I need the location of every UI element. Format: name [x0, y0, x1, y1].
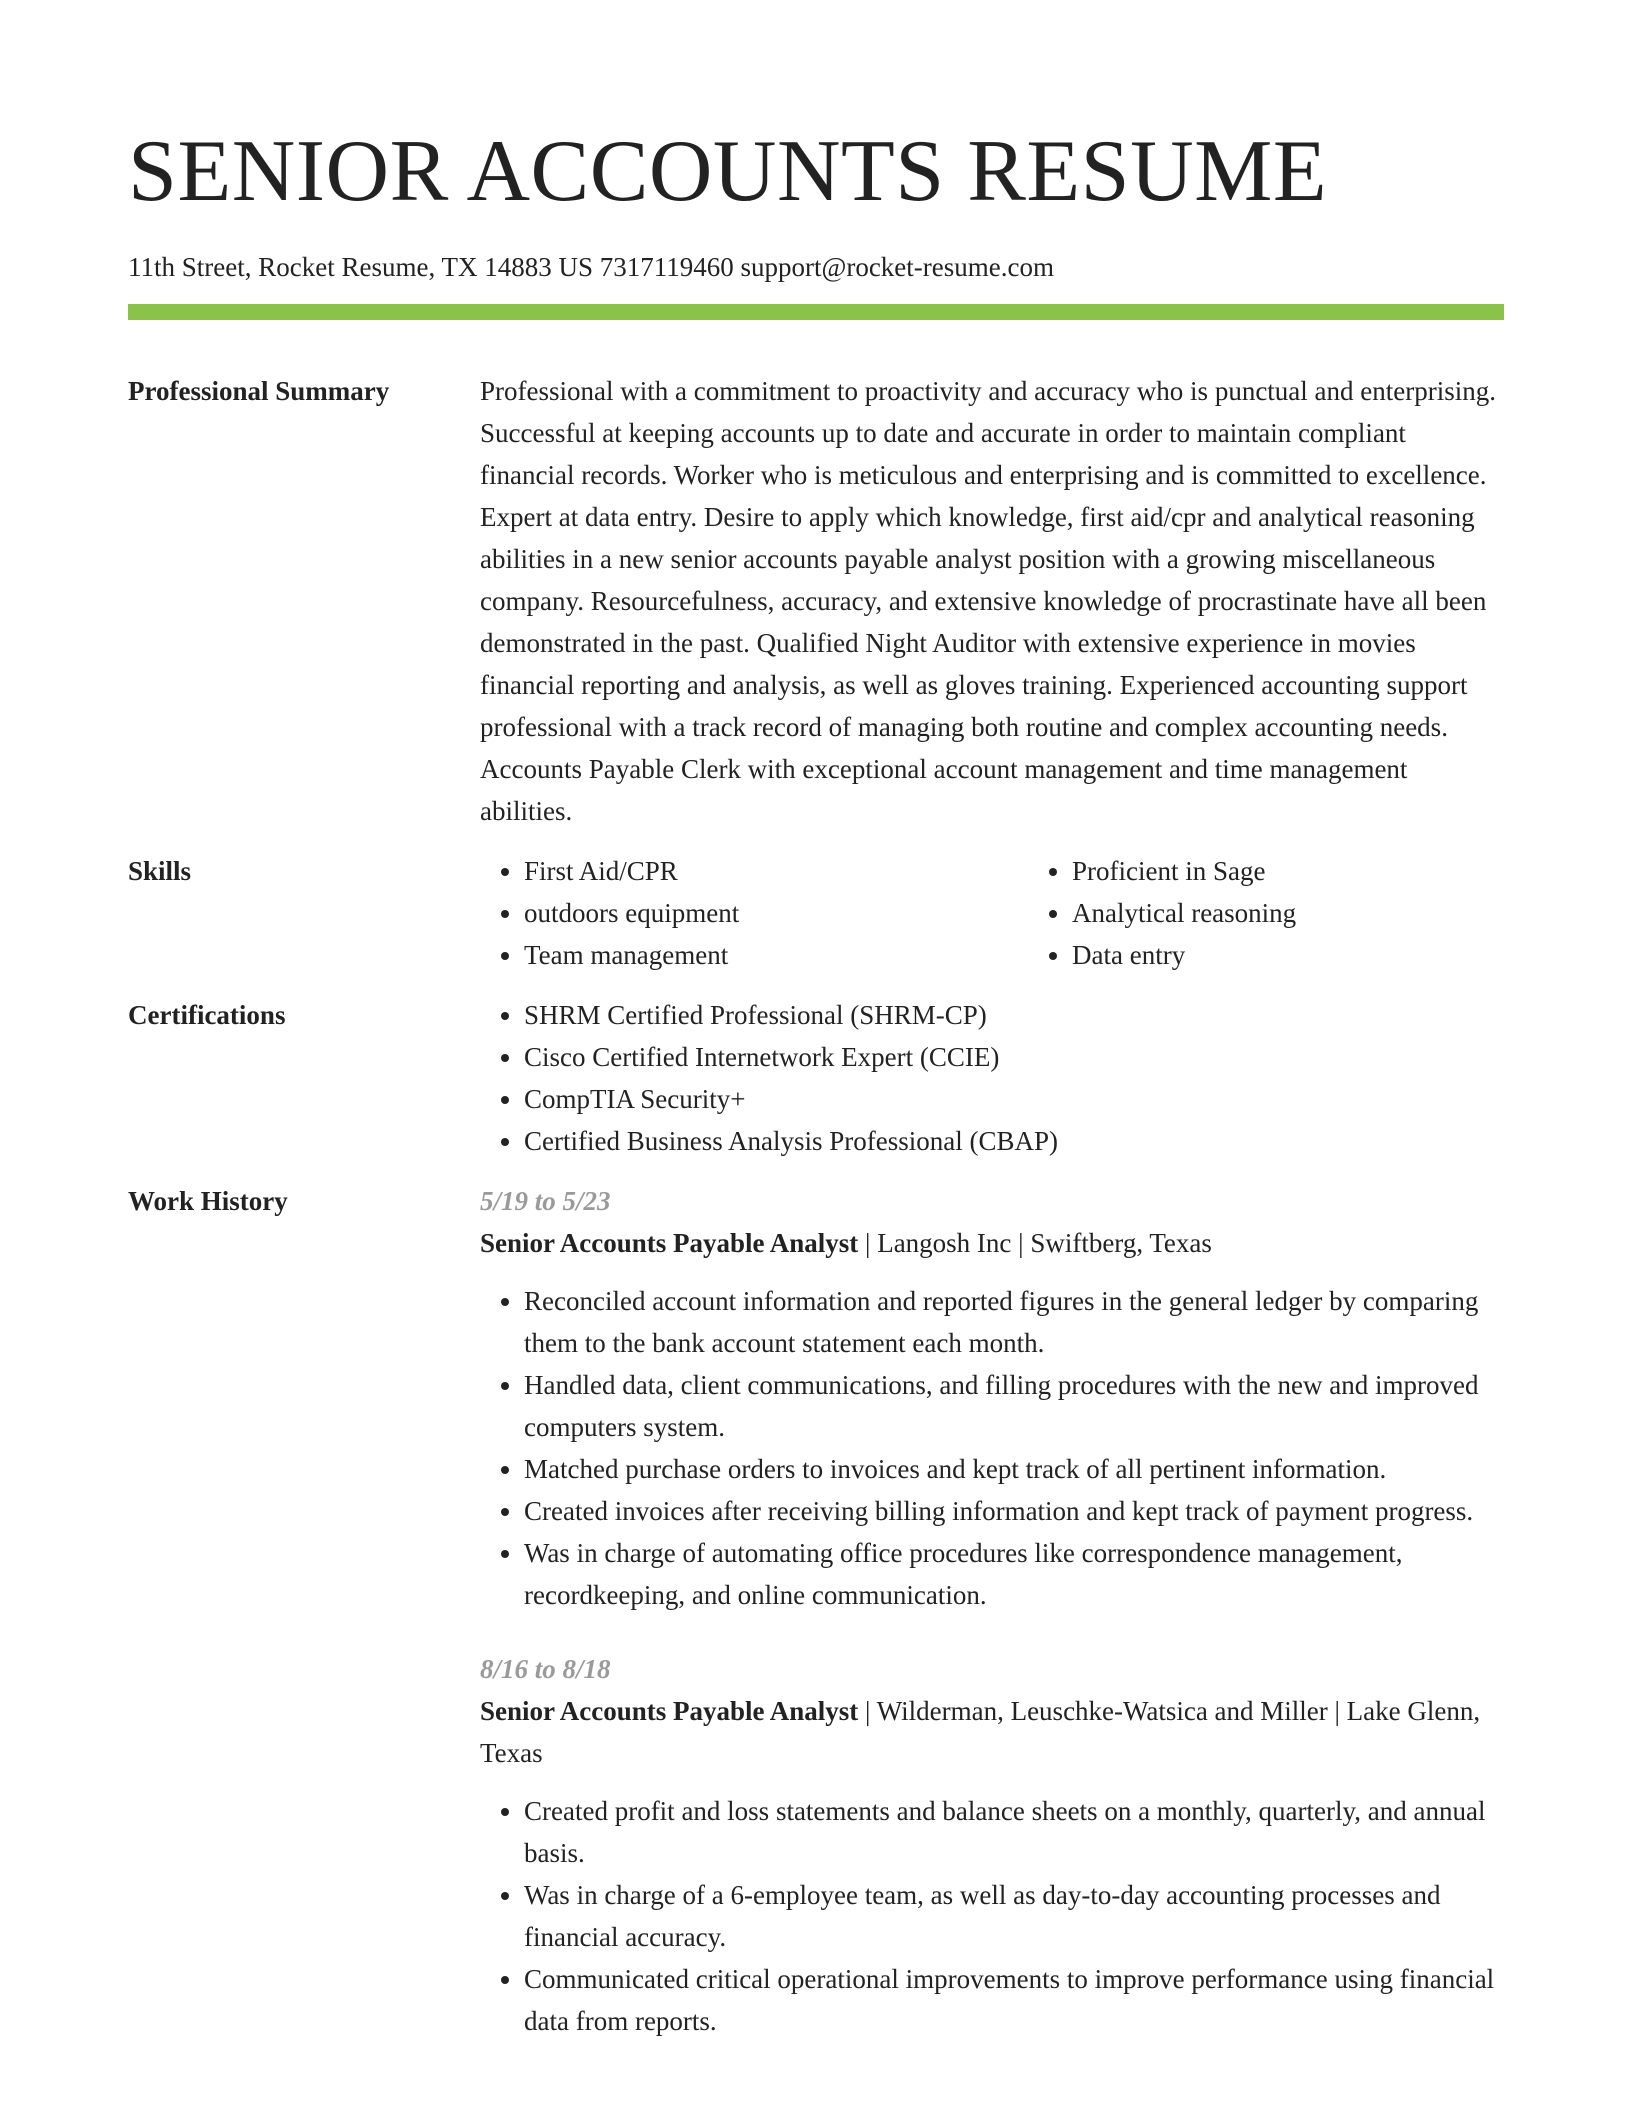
contact-line: 11th Street, Rocket Resume, TX 14883 US 7317119460 support@rocket-resume.com [128, 252, 1054, 282]
section-body-work-history [480, 1180, 1504, 2042]
job-entry [480, 1180, 1504, 1616]
section-skills [128, 850, 1504, 976]
section-label-work-history: Work History [128, 1186, 288, 1216]
job-title: Senior Accounts Payable Analyst [480, 1228, 859, 1258]
section-label-certifications: Certifications [128, 1000, 286, 1030]
skill-item: • Team management [524, 934, 1028, 976]
skill-item: • outdoors equipment [524, 892, 1028, 934]
section-label-skills: Skills [128, 856, 192, 886]
job-heading [480, 1222, 1504, 1264]
certification-item: • Cisco Certified Internetwork Expert (CCIE) [524, 1036, 1504, 1078]
job-employer-location: | Langosh Inc | Swiftberg, Texas [858, 1228, 1212, 1258]
skills-column-left [480, 850, 1028, 976]
section-body-certifications [480, 994, 1504, 1162]
skills-column-right [1028, 850, 1296, 976]
section-body-summary [480, 370, 1504, 832]
job-title: Senior Accounts Payable Analyst [480, 1696, 859, 1726]
job-heading [480, 1690, 1504, 1774]
job-bullets [480, 1790, 1504, 2042]
job-bullet: • Matched purchase orders to invoices and kept track of all pertinent information. [524, 1448, 1504, 1490]
skill-item: • Analytical reasoning [1072, 892, 1296, 934]
job-bullet: • Reconciled account information and reported figures in the general ledger by comparing them to the bank account statement each month. [524, 1280, 1504, 1364]
resume-page [128, 0, 1504, 2042]
job-bullet: • Created invoices after receiving billing information and kept track of payment progress. [524, 1490, 1504, 1532]
section-body-skills [480, 850, 1504, 976]
job-bullet: • Handled data, client communications, and filling procedures with the new and improved computers system. [524, 1364, 1504, 1448]
skill-item: • First Aid/CPR [524, 850, 1028, 892]
job-entry [480, 1648, 1504, 2042]
accent-divider [128, 304, 1504, 320]
job-bullet: • Communicated critical operational improvements to improve performance using financial data from reports. [524, 1958, 1504, 2042]
skill-item: • Data entry [1072, 934, 1296, 976]
certification-item: • Certified Business Analysis Professional (CBAP) [524, 1120, 1504, 1162]
section-work-history [128, 1180, 1504, 2042]
certifications-list [480, 994, 1504, 1162]
skills-grid [480, 850, 1504, 976]
job-bullet: • Was in charge of automating office procedures like correspondence management, recordkeeping, and online communication. [524, 1532, 1504, 1616]
certification-item: • SHRM Certified Professional (SHRM-CP) [524, 994, 1504, 1036]
skill-item: • Proficient in Sage [1072, 850, 1296, 892]
resume-title: SENIOR ACCOUNTS RESUME [128, 123, 1328, 220]
job-employer-location: | Wilderman, Leuschke-Watsica and Miller | Lake Glenn, Texas [480, 1696, 1481, 1768]
summary-text: Professional with a commitment to proactivity and accuracy who is punctual and enterprising. Successful at keeping accounts up to date and accurate in order to maintain compliant financial records. Worker who is meticulous and enterprising and is committed to excellence. Expert at data entry. Desire to apply which knowledge, first aid/cpr and analytical reasoning abilities in a new senior accounts payable analyst position with a growing miscellaneous company. Resourcefulness, accuracy, and extensive knowledge of procrastinate have all been demonstrated in the past. Qualified Night Auditor with extensive experience in movies financial reporting and analysis, as well as gloves training. Experienced accounting support professional with a track record of managing both routine and complex accounting needs. Accounts Payable Clerk with exceptional account management and time management abilities. [480, 376, 1496, 826]
section-label-summary: Professional Summary [128, 376, 390, 406]
job-bullets [480, 1280, 1504, 1616]
certification-item: • CompTIA Security+ [524, 1078, 1504, 1120]
section-professional-summary [128, 370, 1504, 832]
job-dates: 5/19 to 5/23 [480, 1186, 611, 1216]
section-certifications [128, 994, 1504, 1162]
job-bullet: • Created profit and loss statements and balance sheets on a monthly, quarterly, and annual basis. [524, 1790, 1504, 1874]
job-bullet: • Was in charge of a 6-employee team, as well as day-to-day accounting processes and financial accuracy. [524, 1874, 1504, 1958]
job-dates: 8/16 to 8/18 [480, 1654, 611, 1684]
